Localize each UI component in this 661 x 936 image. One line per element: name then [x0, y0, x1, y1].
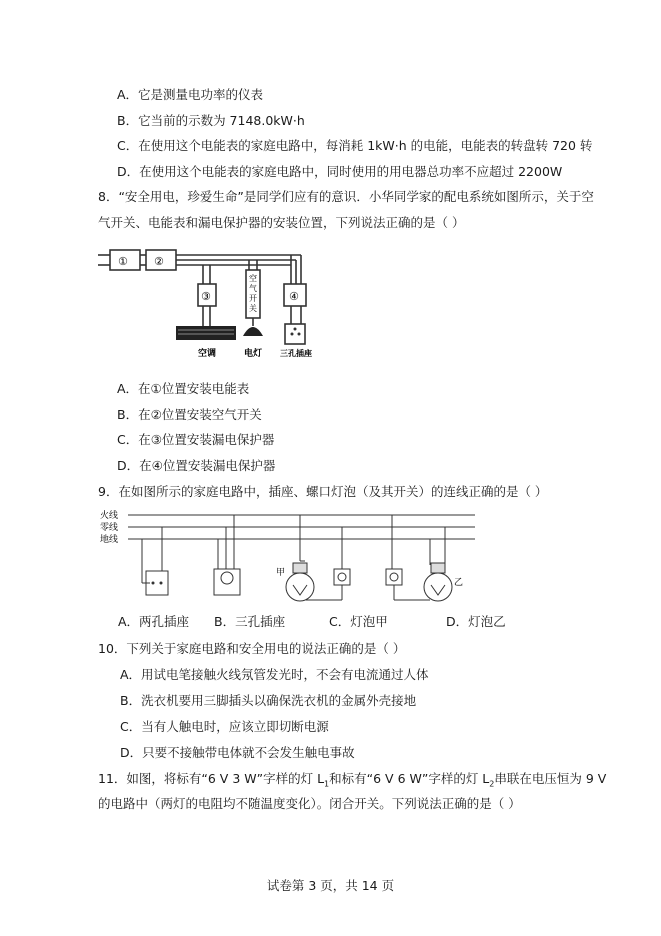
label-yi: 乙 [454, 578, 464, 588]
q10-stem: 10．下列关于家庭电路和安全用电的说法正确的是（ ） [98, 641, 406, 656]
q9-option-d: D．灯泡乙 [446, 614, 506, 629]
lamp-bulb [243, 327, 263, 336]
bulb-b [424, 563, 452, 601]
q7-option-a: A．它是测量电功率的仪表 [117, 87, 264, 102]
q10-option-a: A．用试电笔接触火线氖管发光时，不会有电流通过人体 [120, 667, 429, 682]
q10-option-b: B．洗衣机要用三脚插头以确保洗衣机的金属外壳接地 [120, 693, 417, 708]
q9-stem: 9．在如图所示的家庭电路中，插座、螺口灯泡（及其开关）的连线正确的是（ ） [98, 484, 548, 499]
q9-option-c: C．灯泡甲 [329, 614, 388, 629]
air-switch-char: 气 [249, 284, 257, 293]
position-4-label: ④ [289, 290, 299, 303]
q7-option-c: C．在使用这个电能表的家庭电路中，每消耗 1kW·h 的电能，电能表的转盘转 720 转 [117, 138, 593, 153]
label-ground: 地线 [100, 535, 119, 545]
position-3-label: ③ [201, 290, 211, 303]
q8-option-a: A．在①位置安装电能表 [117, 381, 250, 396]
q8-distribution-diagram [96, 246, 326, 364]
label-lamp: 电灯 [244, 349, 263, 359]
q7-option-d: D．在使用这个电能表的家庭电路中，同时使用的用电器总功率不应超过 2200W [117, 164, 563, 179]
q7-option-b: B．它当前的示数为 7148.0kW·h [117, 113, 305, 128]
label-socket: 三孔插座 [280, 349, 312, 358]
label-live: 火线 [100, 511, 119, 521]
page-footer: 试卷第 3 页，共 14 页 [266, 878, 395, 893]
label-air-conditioner: 空调 [198, 349, 217, 359]
air-switch-char: 空 [249, 274, 257, 283]
position-2-label: ② [154, 255, 164, 268]
q9-circuit-diagram [100, 505, 480, 610]
q8-stem-line2: 气开关、电能表和漏电保护器的安装位置，下列说法正确的是（ ） [98, 215, 465, 230]
air-conditioner-unit [176, 326, 236, 340]
q8-option-c: C．在③位置安装漏电保护器 [117, 432, 275, 447]
q8-option-d: D．在④位置安装漏电保护器 [117, 458, 276, 473]
q10-option-d: D．只要不接触带电体就不会发生触电事故 [120, 745, 355, 760]
bulb-a [286, 563, 314, 601]
switch-a [334, 569, 350, 585]
label-jia: 甲 [276, 568, 286, 578]
three-hole-socket [214, 569, 240, 595]
switch-b [386, 569, 402, 585]
q8-option-b: B．在②位置安装空气开关 [117, 407, 262, 422]
q8-stem-line1: 8．“安全用电，珍爱生命”是同学们应有的意识．小华同学家的配电系统如图所示，关于空 [98, 189, 594, 204]
three-hole-socket [285, 324, 305, 344]
q11-stem-line1: 11．如图，将标有“6 V 3 W”字样的灯 $L_1$和标有“6 V 6 W”字样的灯 $L_2$串联在电压恒为 9 V [98, 771, 607, 789]
q11-stem-line2: 的电路中（两灯的电阻均不随温度变化）。闭合开关。下列说法正确的是（ ） [98, 796, 521, 811]
q9-option-a: A．两孔插座 [118, 614, 190, 629]
label-neutral: 零线 [100, 523, 119, 533]
q10-option-c: C．当有人触电时，应该立即切断电源 [120, 719, 329, 734]
position-1-label: ① [118, 255, 128, 268]
q9-option-b: B．三孔插座 [214, 614, 286, 629]
air-switch-char: 关 [249, 304, 257, 313]
air-switch-char: 开 [249, 294, 257, 303]
